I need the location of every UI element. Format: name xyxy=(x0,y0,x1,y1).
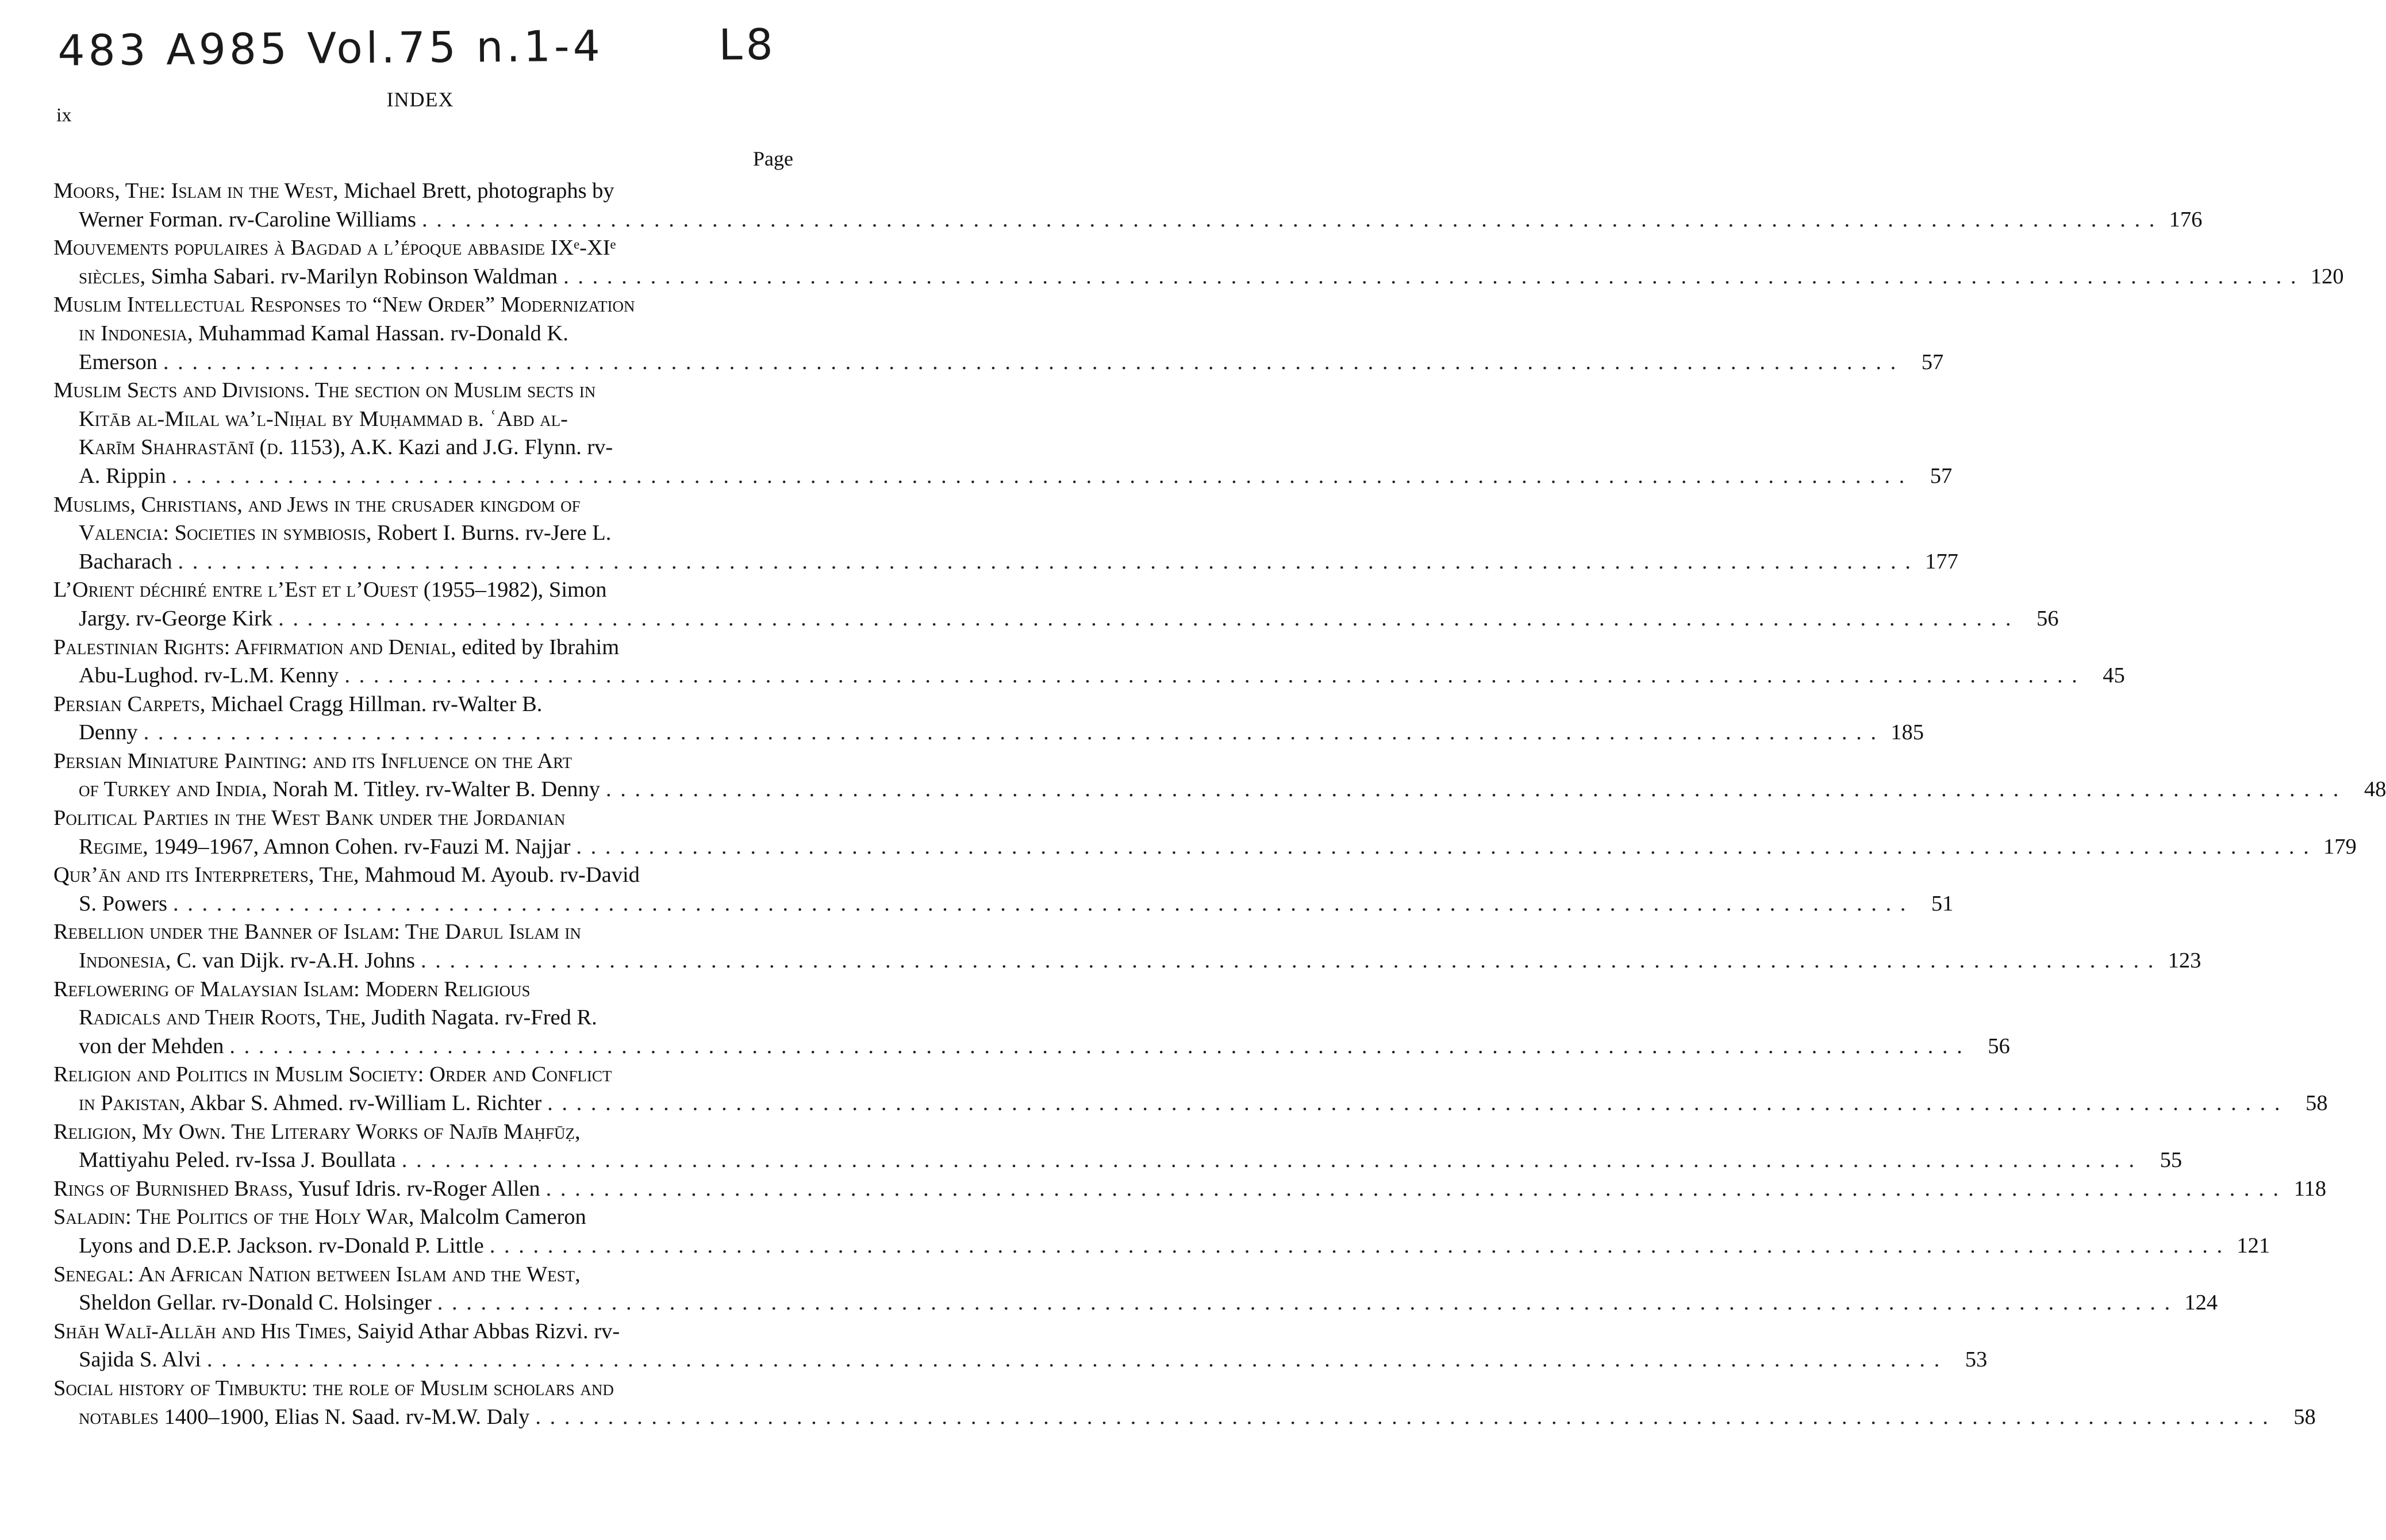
leader-dots: . . . . . . . . . . . . . . . . . . . . . . . . . . . . . . . . . . . . . . . . . . . . . . . . . . . . . . . . . . . . . . . . . . . . . . . . . . . . . . . . . . . . . . . . . . . . . . . . . . . . . . . . . . . . . . . . . . . . . . . . xyxy=(206,1347,1942,1372)
entry-title-cont: Kitāb al-Milal wa’l-Niḥal by Muḥammad b. ʿAbd al- xyxy=(79,406,568,431)
entry-last-line xyxy=(53,662,2125,690)
index-entry xyxy=(53,576,2059,633)
entry-title: Muslims, Christians, and Jews in the crusader kingdom of xyxy=(53,492,581,517)
entry-author: Yusuf Idris. rv-Roger Allen xyxy=(293,1176,540,1201)
entry-page-number: 176 xyxy=(2169,207,2203,232)
entry-last-text xyxy=(79,1089,541,1118)
entry-author: 1949–1967, Amnon Cohen. rv-Fauzi M. Najjar xyxy=(148,834,571,859)
entry-last-line xyxy=(53,890,1954,919)
entry-author: Michael Brett, photographs by xyxy=(338,179,614,203)
entry-author: Michael Cragg Hillman. rv-Walter B. xyxy=(205,692,543,716)
entry-title: Religion, My Own. The Literary Works of Najīb Maḥfūẓ, xyxy=(53,1119,581,1144)
entry-title: Senegal: An African Nation between Islam and the West, xyxy=(53,1262,581,1286)
entry-title: Religion and Politics in Muslim Society: Order and Conflict xyxy=(53,1062,612,1087)
index-entry xyxy=(53,976,2010,1061)
entry-page-number: 56 xyxy=(2037,606,2059,631)
leader-dots: . . . . . . . . . . . . . . . . . . . . . . . . . . . . . . . . . . . . . . . . . . . . . . . . . . . . . . . . . . . . . . . . . . . . . . . . . . . . . . . . . . . . . . . . . . . . . . . . . . . . . . . . . . . . . . . . . . . . . . . . xyxy=(278,606,2013,631)
index-entry xyxy=(53,1118,2183,1175)
entry-text: Muhammad Kamal Hassan. rv-Donald K. xyxy=(193,321,568,345)
entry-author: Jargy. rv-George Kirk xyxy=(79,606,273,631)
entry-author: Saiyid Athar Abbas Rizvi. rv- xyxy=(351,1319,620,1343)
entry-last-text xyxy=(79,1403,529,1432)
entry-last-line xyxy=(53,719,1924,747)
entry-page-number: 124 xyxy=(2184,1291,2218,1315)
index-entry xyxy=(53,747,2386,804)
entry-first-line xyxy=(53,491,795,520)
leader-dots: . . . . . . . . . . . . . . . . . . . . . . . . . . . . . . . . . . . . . . . . . . . . . . . . . . . . . . . . . . . . . . . . . . . . . . . . . . . . . . . . . . . . . . . . . . . . . . . . . . . . . . . . . . . . . . . . . . . . . . . . xyxy=(344,663,2079,688)
entry-page-number: 53 xyxy=(1965,1347,1988,1372)
entry-author: Emerson xyxy=(79,350,157,374)
index-entry xyxy=(53,633,2125,690)
entry-first-line xyxy=(53,804,795,833)
entry-title: Muslim Intellectual Responses to “New Order” Modernization xyxy=(53,293,635,317)
entry-author: Mahmoud M. Ayoub. rv-David xyxy=(359,863,640,888)
entry-last-line xyxy=(53,1346,1988,1374)
entry-last-line xyxy=(53,1403,2316,1432)
entry-continued-line xyxy=(53,320,795,348)
entry-first-line xyxy=(53,234,795,263)
entry-last-text xyxy=(79,263,558,291)
entry-page-number: 45 xyxy=(2103,663,2125,688)
index-entry xyxy=(53,804,2357,861)
entry-author: 1400–1900, Elias N. Saad. rv-M.W. Daly xyxy=(158,1404,530,1429)
entry-first-line xyxy=(53,576,795,605)
entry-first-line xyxy=(53,1118,795,1147)
entry-author: Norah M. Titley. rv-Walter B. Denny xyxy=(267,777,600,802)
entry-title-cont: siècles, xyxy=(79,264,146,289)
index-entry xyxy=(53,1061,2328,1117)
entry-author: S. Powers xyxy=(79,891,168,916)
entry-last-text xyxy=(79,1146,396,1175)
entry-author: Mattiyahu Peled. rv-Issa J. Boullata xyxy=(79,1148,396,1173)
leader-dots: . . . . . . . . . . . . . . . . . . . . . . . . . . . . . . . . . . . . . . . . . . . . . . . . . . . . . . . . . . . . . . . . . . . . . . . . . . . . . . . . . . . . . . . . . . . . . . . . . . . . . . . . . . . . . . . . . . . . . . . . xyxy=(229,1034,1964,1058)
entry-last-line xyxy=(53,1089,2328,1118)
entry-title-cont: Regime, xyxy=(79,834,148,859)
entry-last-line xyxy=(53,548,1958,577)
entry-title-cont: in Indonesia, xyxy=(79,321,193,345)
index-entry xyxy=(53,177,2203,234)
entry-first-line xyxy=(53,747,795,776)
entry-title: Palestinian Rights: Affirmation and Denial, xyxy=(53,635,456,659)
index-entry xyxy=(53,1203,2270,1260)
entry-first-line xyxy=(53,1318,795,1346)
entry-title: Moors, The: Islam in the West, xyxy=(53,179,339,203)
leader-dots: . . . . . . . . . . . . . . . . . . . . . . . . . . . . . . . . . . . . . . . . . . . . . . . . . . . . . . . . . . . . . . . . . . . . . . . . . . . . . . . . . . . . . . . . . . . . . . . . . . . . . . . . . . . . . . . . . . . . . . . . xyxy=(489,1233,2224,1258)
entry-page-number: 177 xyxy=(1925,549,1958,574)
leader-dots: . . . . . . . . . . . . . . . . . . . . . . . . . . . . . . . . . . . . . . . . . . . . . . . . . . . . . . . . . . . . . . . . . . . . . . . . . . . . . . . . . . . . . . . . . . . . . . . . . . . . . . . . . . . . . . . . . . . . . . . . xyxy=(421,948,2156,973)
entry-author: Sajida S. Alvi xyxy=(79,1347,201,1372)
entry-last-text xyxy=(53,1175,540,1204)
entry-page-number: 58 xyxy=(2293,1404,2316,1429)
index-entries xyxy=(53,177,2386,1431)
entry-title: Mouvements populaires à Bagdad a l’époque abbaside IXᵉ-XIᵉ xyxy=(53,236,616,260)
entry-author: Bacharach xyxy=(79,549,172,574)
entry-last-line xyxy=(53,1146,2183,1175)
leader-dots: . . . . . . . . . . . . . . . . . . . . . . . . . . . . . . . . . . . . . . . . . . . . . . . . . . . . . . . . . . . . . . . . . . . . . . . . . . . . . . . . . . . . . . . . . . . . . . . . . . . . . . . . . . . . . . . . . . . . . . . . xyxy=(605,777,2341,802)
entry-continued-line xyxy=(53,1004,795,1032)
entry-title: Reflowering of Malaysian Islam: Modern Religious xyxy=(53,977,531,1001)
leader-dots: . . . . . . . . . . . . . . . . . . . . . . . . . . . . . . . . . . . . . . . . . . . . . . . . . . . . . . . . . . . . . . . . . . . . . . . . . . . . . . . . . . . . . . . . . . . . . . . . . . . . . . . . . . . . . . . . . . . . . . . . xyxy=(576,834,2311,859)
index-entry xyxy=(53,1318,1988,1374)
entry-title-cont: notables xyxy=(79,1404,159,1429)
leader-dots: . . . . . . . . . . . . . . . . . . . . . . . . . . . . . . . . . . . . . . . . . . . . . . . . . . . . . . . . . . . . . . . . . . . . . . . . . . . . . . . . . . . . . . . . . . . . . . . . . . . . . . . . . . . . . . . . . . . . . . . . xyxy=(401,1148,2137,1173)
entry-author: Akbar S. Ahmed. rv-William L. Richter xyxy=(185,1091,542,1115)
entry-author: Malcolm Cameron xyxy=(414,1205,586,1230)
entry-title-cont: Indonesia, xyxy=(79,948,171,973)
entry-page-number: 118 xyxy=(2293,1176,2326,1201)
entry-continued-line xyxy=(53,433,795,462)
entry-last-text xyxy=(79,890,167,919)
handwritten-call-number xyxy=(57,20,805,76)
entry-first-line xyxy=(53,690,795,719)
leader-dots: . . . . . . . . . . . . . . . . . . . . . . . . . . . . . . . . . . . . . . . . . . . . . . . . . . . . . . . . . . . . . . . . . . . . . . . . . . . . . . . . . . . . . . . . . . . . . . . . . . . . . . . . . . . . . . . . . . . . . . . . xyxy=(171,463,1907,488)
entry-author: Simha Sabari. rv-Marilyn Robinson Waldman xyxy=(145,264,558,289)
entry-last-text xyxy=(79,1346,201,1374)
entry-last-text xyxy=(79,206,416,235)
entry-author: Werner Forman. rv-Caroline Williams xyxy=(79,207,416,232)
index-entry xyxy=(53,861,1954,918)
leader-dots: . . . . . . . . . . . . . . . . . . . . . . . . . . . . . . . . . . . . . . . . . . . . . . . . . . . . . . . . . . . . . . . . . . . . . . . . . . . . . . . . . . . . . . . . . . . . . . . . . . . . . . . . . . . . . . . . . . . . . . . . xyxy=(421,207,2157,232)
entry-last-line xyxy=(53,348,1944,377)
entry-last-line xyxy=(53,775,2386,804)
entry-last-text xyxy=(79,662,339,690)
entry-page-number: 121 xyxy=(2237,1233,2270,1258)
entry-title-cont: of Turkey and India, xyxy=(79,777,267,802)
entry-continued-line xyxy=(53,405,795,434)
entry-first-line xyxy=(53,177,795,206)
entry-last-text xyxy=(79,462,166,491)
entry-title: Political Parties in the West Bank under the Jordanian xyxy=(53,806,566,831)
entry-title: Qur’ān and its Interpreters, The, xyxy=(53,863,359,888)
entry-title-cont: Radicals and Their Roots, The, xyxy=(79,1005,366,1030)
entry-last-line xyxy=(53,206,2203,235)
entry-page-number: 56 xyxy=(1988,1034,2010,1058)
index-entry xyxy=(53,1175,2326,1204)
entry-page-number: 57 xyxy=(1930,463,1953,488)
leader-dots: . . . . . . . . . . . . . . . . . . . . . . . . . . . . . . . . . . . . . . . . . . . . . . . . . . . . . . . . . . . . . . . . . . . . . . . . . . . . . . . . . . . . . . . . . . . . . . . . . . . . . . . . . . . . . . . . . . . . . . . . xyxy=(547,1091,2282,1115)
entry-last-text xyxy=(79,833,570,862)
entry-last-line xyxy=(53,1175,2326,1204)
entry-last-line xyxy=(53,263,2344,291)
entry-author: Lyons and D.E.P. Jackson. rv-Donald P. Little xyxy=(79,1233,484,1258)
entry-last-text xyxy=(79,947,415,976)
entry-last-text xyxy=(79,348,157,377)
index-entry xyxy=(53,491,1958,577)
entry-title: Shāh Walī-Allāh and His Times, xyxy=(53,1319,352,1343)
index-entry xyxy=(53,234,2344,291)
entry-last-text xyxy=(79,605,272,633)
leader-dots: . . . . . . . . . . . . . . . . . . . . . . . . . . . . . . . . . . . . . . . . . . . . . . . . . . . . . . . . . . . . . . . . . . . . . . . . . . . . . . . . . . . . . . . . . . . . . . . . . . . . . . . . . . . . . . . . . . . . . . . . xyxy=(545,1176,2280,1201)
entry-last-line xyxy=(53,1289,2218,1318)
entry-first-line xyxy=(53,861,795,890)
entry-page-number: 179 xyxy=(2323,834,2357,859)
entry-author: edited by Ibrahim xyxy=(456,635,620,659)
entry-author: Sheldon Gellar. rv-Donald C. Holsinger xyxy=(79,1291,432,1315)
entry-text: Judith Nagata. rv-Fred R. xyxy=(366,1005,597,1030)
leader-dots: . . . . . . . . . . . . . . . . . . . . . . . . . . . . . . . . . . . . . . . . . . . . . . . . . . . . . . . . . . . . . . . . . . . . . . . . . . . . . . . . . . . . . . . . . . . . . . . . . . . . . . . . . . . . . . . . . . . . . . . . xyxy=(143,720,1878,745)
entry-first-line xyxy=(53,291,795,320)
leader-dots: . . . . . . . . . . . . . . . . . . . . . . . . . . . . . . . . . . . . . . . . . . . . . . . . . . . . . . . . . . . . . . . . . . . . . . . . . . . . . . . . . . . . . . . . . . . . . . . . . . . . . . . . . . . . . . . . . . . . . . . . xyxy=(535,1404,2270,1429)
entry-page-number: 48 xyxy=(2364,777,2386,802)
entry-last-text xyxy=(79,775,600,804)
entry-title: L’Orient déchiré entre l’Est et l’Ouest xyxy=(53,578,418,602)
entry-author: (1955–1982), Simon xyxy=(418,578,607,602)
entry-title: Persian Carpets, xyxy=(53,692,206,716)
entry-page-number: 185 xyxy=(1891,720,1924,745)
entry-page-number: 123 xyxy=(2168,948,2201,973)
leader-dots: . . . . . . . . . . . . . . . . . . . . . . . . . . . . . . . . . . . . . . . . . . . . . . . . . . . . . . . . . . . . . . . . . . . . . . . . . . . . . . . . . . . . . . . . . . . . . . . . . . . . . . . . . . . . . . . . . . . . . . . . xyxy=(178,549,1912,574)
entry-last-line xyxy=(53,833,2357,862)
leader-dots: . . . . . . . . . . . . . . . . . . . . . . . . . . . . . . . . . . . . . . . . . . . . . . . . . . . . . . . . . . . . . . . . . . . . . . . . . . . . . . . . . . . . . . . . . . . . . . . . . . . . . . . . . . . . . . . . . . . . . . . . xyxy=(173,891,1908,916)
entry-first-line xyxy=(53,377,795,405)
entry-last-line xyxy=(53,1032,2010,1061)
entry-last-text xyxy=(79,1232,484,1261)
page-column-label: Page xyxy=(753,147,793,170)
entry-title-cont: Karīm Shahrastānī (d. xyxy=(79,435,284,460)
index-entry xyxy=(53,690,1924,747)
entry-page-number: 51 xyxy=(1931,891,1954,916)
entry-title: Rebellion under the Banner of Islam: The Darul Islam in xyxy=(53,920,581,944)
leader-dots: . . . . . . . . . . . . . . . . . . . . . . . . . . . . . . . . . . . . . . . . . . . . . . . . . . . . . . . . . . . . . . . . . . . . . . . . . . . . . . . . . . . . . . . . . . . . . . . . . . . . . . . . . . . . . . . . . . . . . . . . xyxy=(163,350,1898,374)
entry-last-text xyxy=(79,1032,224,1061)
entry-first-line xyxy=(53,1261,795,1289)
entry-author: von der Mehden xyxy=(79,1034,224,1058)
index-entry xyxy=(53,377,1953,490)
entry-text: Robert I. Burns. rv-Jere L. xyxy=(371,521,612,546)
entry-last-text xyxy=(79,1289,432,1318)
entry-title-cont: in Pakistan, xyxy=(79,1091,186,1115)
entry-last-text xyxy=(79,548,172,577)
entry-text: 1153), A.K. Kazi and J.G. Flynn. rv- xyxy=(283,435,613,460)
entry-title: Social history of Timbuktu: the role of Muslim scholars and xyxy=(53,1376,614,1400)
entry-page-number: 120 xyxy=(2310,264,2344,289)
page-title: INDEX xyxy=(386,88,454,111)
handwritten-right: L8 xyxy=(718,20,777,70)
entry-last-line xyxy=(53,462,1953,491)
entry-first-line xyxy=(53,1061,795,1089)
entry-title: Rings of Burnished Brass, xyxy=(53,1176,294,1201)
entry-first-line xyxy=(53,976,795,1004)
entry-author: Abu-Lughod. rv-L.M. Kenny xyxy=(79,663,339,688)
entry-title: Persian Miniature Painting: and its Influence on the Art xyxy=(53,748,573,773)
entry-last-line xyxy=(53,1232,2270,1261)
entry-author: C. van Dijk. rv-A.H. Johns xyxy=(171,948,416,973)
entry-page-number: 58 xyxy=(2306,1091,2328,1115)
entry-author: Denny xyxy=(79,720,138,745)
entry-title-cont: Valencia: Societies in symbiosis, xyxy=(79,521,372,546)
page-number: ix xyxy=(56,105,72,126)
entry-page-number: 57 xyxy=(1921,350,1944,374)
index-entry xyxy=(53,1261,2218,1318)
handwritten-left: 483 A985 Vol.75 n.1-4 xyxy=(57,21,604,76)
entry-last-text xyxy=(79,719,138,747)
entry-title: Saladin: The Politics of the Holy War, xyxy=(53,1205,414,1230)
index-entry xyxy=(53,1374,2316,1431)
entry-last-line xyxy=(53,605,2059,633)
entry-first-line xyxy=(53,1203,795,1232)
entry-first-line xyxy=(53,918,795,947)
entry-first-line xyxy=(53,1374,795,1403)
index-entry xyxy=(53,918,2201,975)
index-entry xyxy=(53,291,1944,377)
leader-dots: . . . . . . . . . . . . . . . . . . . . . . . . . . . . . . . . . . . . . . . . . . . . . . . . . . . . . . . . . . . . . . . . . . . . . . . . . . . . . . . . . . . . . . . . . . . . . . . . . . . . . . . . . . . . . . . . . . . . . . . . xyxy=(563,264,2298,289)
entry-continued-line xyxy=(53,519,795,548)
entry-first-line xyxy=(53,633,795,662)
entry-page-number: 55 xyxy=(2160,1148,2183,1173)
entry-last-line xyxy=(53,947,2201,976)
entry-author: A. Rippin xyxy=(79,463,166,488)
entry-title: Muslim Sects and Divisions. The section on Muslim sects in xyxy=(53,378,596,403)
leader-dots: . . . . . . . . . . . . . . . . . . . . . . . . . . . . . . . . . . . . . . . . . . . . . . . . . . . . . . . . . . . . . . . . . . . . . . . . . . . . . . . . . . . . . . . . . . . . . . . . . . . . . . . . . . . . . . . . . . . . . . . . xyxy=(437,1291,2172,1315)
